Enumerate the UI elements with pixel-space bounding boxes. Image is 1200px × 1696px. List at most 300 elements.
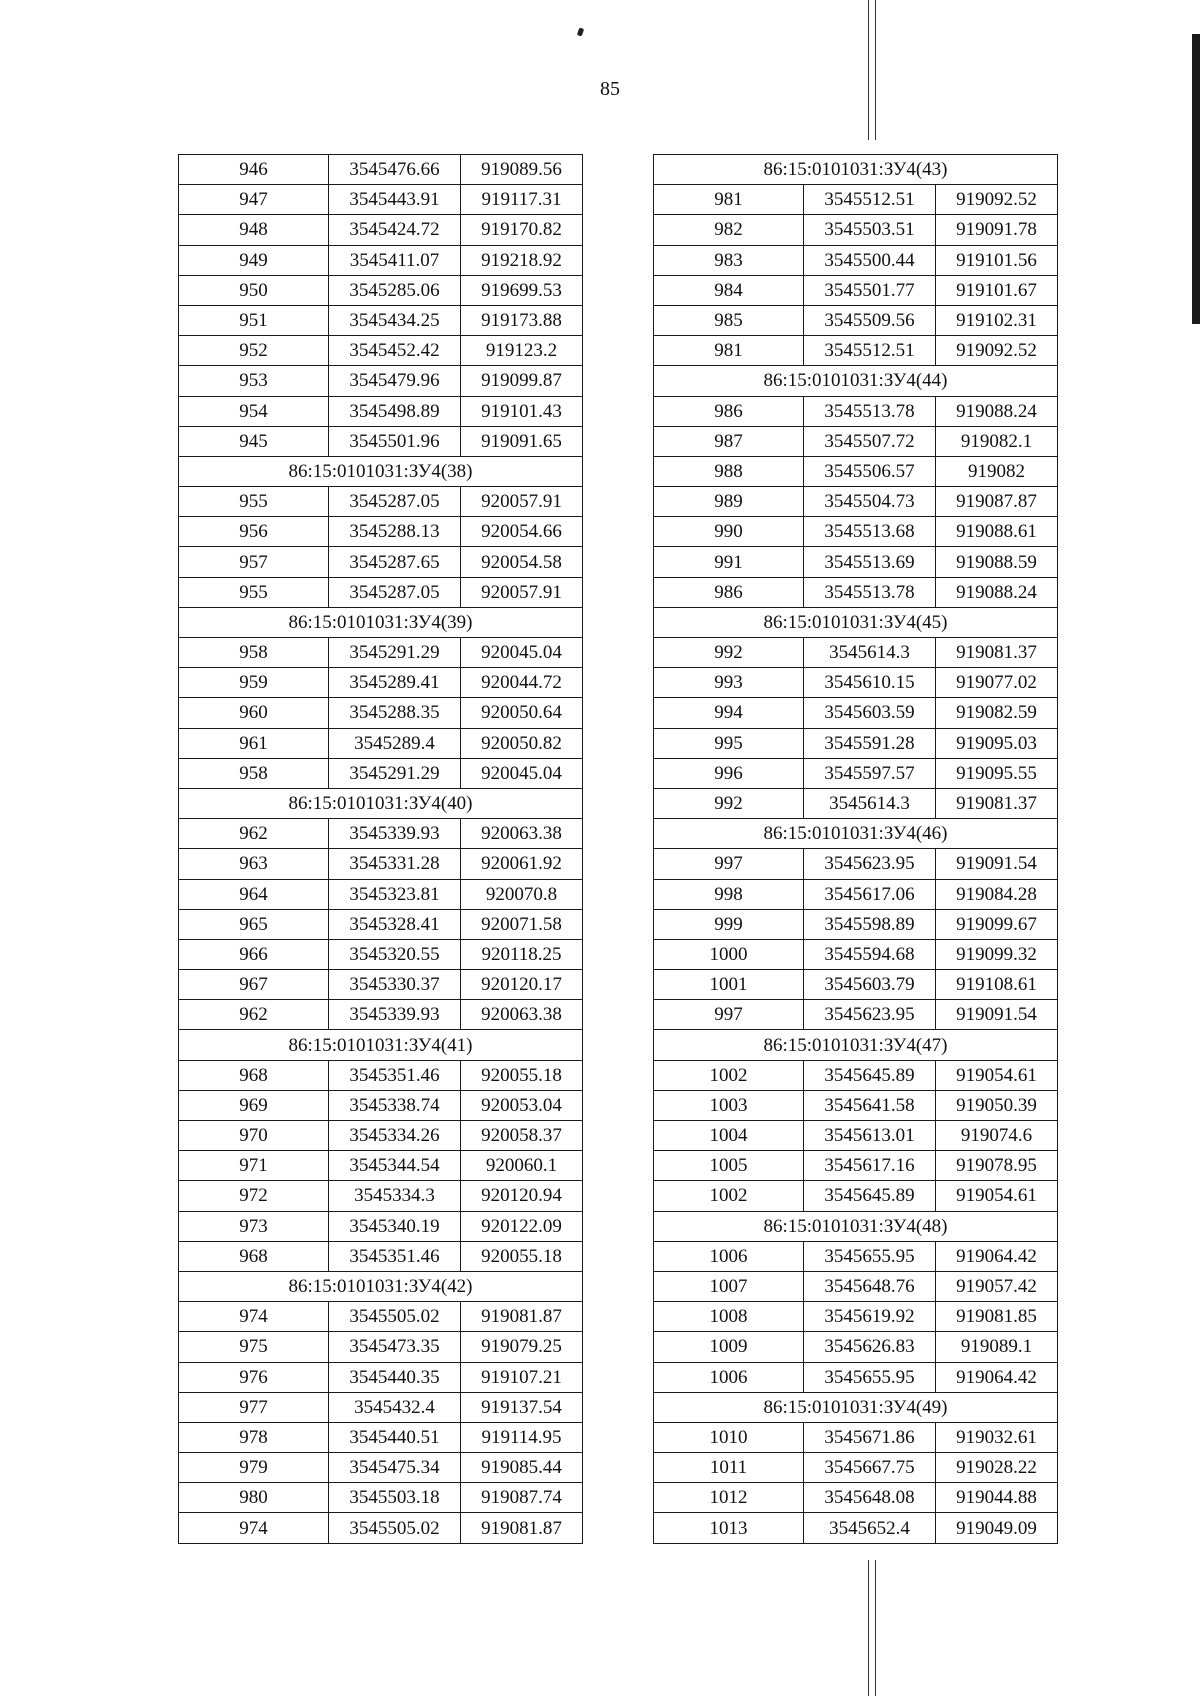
section-header-row	[654, 607, 1058, 637]
x-coordinate-cell: 3545500.44	[804, 245, 936, 275]
x-coordinate-cell: 3545443.91	[329, 185, 461, 215]
point-number-cell: 1011	[654, 1453, 804, 1483]
point-number-cell: 949	[179, 245, 329, 275]
binding-line	[868, 0, 869, 140]
y-coordinate-cell: 919091.65	[461, 426, 583, 456]
x-coordinate-cell: 3545501.77	[804, 275, 936, 305]
x-coordinate-cell: 3545287.05	[329, 487, 461, 517]
table-row	[654, 1241, 1058, 1271]
table-row	[179, 305, 583, 335]
x-coordinate-cell: 3545287.05	[329, 577, 461, 607]
y-coordinate-cell: 919081.37	[936, 638, 1058, 668]
point-number-cell: 995	[654, 728, 804, 758]
x-coordinate-cell: 3545501.96	[329, 426, 461, 456]
y-coordinate-cell: 919088.61	[936, 517, 1058, 547]
point-number-cell: 999	[654, 909, 804, 939]
table-row	[654, 426, 1058, 456]
x-coordinate-cell: 3545289.41	[329, 668, 461, 698]
x-coordinate-cell: 3545411.07	[329, 245, 461, 275]
point-number-cell: 959	[179, 668, 329, 698]
x-coordinate-cell: 3545513.78	[804, 396, 936, 426]
table-row	[654, 1151, 1058, 1181]
y-coordinate-cell: 919032.61	[936, 1422, 1058, 1452]
point-number-cell: 991	[654, 547, 804, 577]
point-number-cell: 969	[179, 1090, 329, 1120]
y-coordinate-cell: 919050.39	[936, 1090, 1058, 1120]
y-coordinate-cell: 919057.42	[936, 1271, 1058, 1301]
table-row	[654, 1271, 1058, 1301]
x-coordinate-cell: 3545289.4	[329, 728, 461, 758]
x-coordinate-cell: 3545498.89	[329, 396, 461, 426]
x-coordinate-cell: 3545338.74	[329, 1090, 461, 1120]
cadastral-number: 86:15:0101031:ЗУ4(41)	[179, 1030, 583, 1060]
point-number-cell: 951	[179, 305, 329, 335]
x-coordinate-cell: 3545614.3	[804, 788, 936, 818]
binding-line	[875, 0, 876, 140]
x-coordinate-cell: 3545339.93	[329, 819, 461, 849]
y-coordinate-cell: 919089.56	[461, 155, 583, 185]
y-coordinate-cell: 919077.02	[936, 668, 1058, 698]
point-number-cell: 975	[179, 1332, 329, 1362]
table-row	[654, 275, 1058, 305]
section-header-row	[179, 788, 583, 818]
binding-line	[875, 1560, 876, 1696]
point-number-cell: 952	[179, 336, 329, 366]
table-row	[654, 970, 1058, 1000]
y-coordinate-cell: 919085.44	[461, 1453, 583, 1483]
y-coordinate-cell: 920057.91	[461, 487, 583, 517]
y-coordinate-cell: 920063.38	[461, 1000, 583, 1030]
table-row	[179, 668, 583, 698]
point-number-cell: 1004	[654, 1121, 804, 1151]
y-coordinate-cell: 919170.82	[461, 215, 583, 245]
x-coordinate-cell: 3545503.51	[804, 215, 936, 245]
table-row	[654, 939, 1058, 969]
x-coordinate-cell: 3545476.66	[329, 155, 461, 185]
x-coordinate-cell: 3545328.41	[329, 909, 461, 939]
x-coordinate-cell: 3545652.4	[804, 1513, 936, 1543]
x-coordinate-cell: 3545667.75	[804, 1453, 936, 1483]
table-row	[179, 1332, 583, 1362]
table-row	[179, 185, 583, 215]
x-coordinate-cell: 3545452.42	[329, 336, 461, 366]
y-coordinate-cell: 920118.25	[461, 939, 583, 969]
table-row	[179, 1422, 583, 1452]
point-number-cell: 967	[179, 970, 329, 1000]
x-coordinate-cell: 3545285.06	[329, 275, 461, 305]
table-row	[179, 517, 583, 547]
x-coordinate-cell: 3545434.25	[329, 305, 461, 335]
table-row	[179, 879, 583, 909]
point-number-cell: 1007	[654, 1271, 804, 1301]
y-coordinate-cell: 920053.04	[461, 1090, 583, 1120]
section-header-row	[179, 607, 583, 637]
x-coordinate-cell: 3545288.13	[329, 517, 461, 547]
point-number-cell: 946	[179, 155, 329, 185]
x-coordinate-cell: 3545614.3	[804, 638, 936, 668]
point-number-cell: 957	[179, 547, 329, 577]
y-coordinate-cell: 919123.2	[461, 336, 583, 366]
section-header-row	[179, 456, 583, 486]
point-number-cell: 988	[654, 456, 804, 486]
x-coordinate-cell: 3545512.51	[804, 185, 936, 215]
y-coordinate-cell: 919054.61	[936, 1060, 1058, 1090]
table-row	[654, 638, 1058, 668]
point-number-cell: 990	[654, 517, 804, 547]
point-number-cell: 1005	[654, 1151, 804, 1181]
y-coordinate-cell: 919087.74	[461, 1483, 583, 1513]
y-coordinate-cell: 919074.6	[936, 1121, 1058, 1151]
section-header-row	[654, 1211, 1058, 1241]
point-number-cell: 1006	[654, 1362, 804, 1392]
point-number-cell: 961	[179, 728, 329, 758]
table-row	[654, 577, 1058, 607]
point-number-cell: 955	[179, 577, 329, 607]
coordinates-table-left	[178, 154, 583, 1544]
point-number-cell: 950	[179, 275, 329, 305]
x-coordinate-cell: 3545340.19	[329, 1211, 461, 1241]
point-number-cell: 964	[179, 879, 329, 909]
y-coordinate-cell: 920055.18	[461, 1241, 583, 1271]
y-coordinate-cell: 920045.04	[461, 638, 583, 668]
x-coordinate-cell: 3545513.69	[804, 547, 936, 577]
table-row	[179, 1513, 583, 1543]
table-row	[654, 1453, 1058, 1483]
point-number-cell: 974	[179, 1513, 329, 1543]
y-coordinate-cell: 919082.59	[936, 698, 1058, 728]
point-number-cell: 963	[179, 849, 329, 879]
table-row	[654, 1513, 1058, 1543]
x-coordinate-cell: 3545626.83	[804, 1332, 936, 1362]
table-row	[654, 396, 1058, 426]
y-coordinate-cell: 919078.95	[936, 1151, 1058, 1181]
table-row	[179, 396, 583, 426]
y-coordinate-cell: 919054.61	[936, 1181, 1058, 1211]
x-coordinate-cell: 3545479.96	[329, 366, 461, 396]
y-coordinate-cell: 920060.1	[461, 1151, 583, 1181]
x-coordinate-cell: 3545334.3	[329, 1181, 461, 1211]
table-row	[179, 819, 583, 849]
point-number-cell: 979	[179, 1453, 329, 1483]
x-coordinate-cell: 3545475.34	[329, 1453, 461, 1483]
table-row	[179, 939, 583, 969]
table-row	[654, 1000, 1058, 1030]
y-coordinate-cell: 919081.85	[936, 1302, 1058, 1332]
table-row	[179, 245, 583, 275]
section-header-row	[654, 1030, 1058, 1060]
table-row	[179, 970, 583, 1000]
x-coordinate-cell: 3545291.29	[329, 758, 461, 788]
table-row	[654, 849, 1058, 879]
y-coordinate-cell: 919699.53	[461, 275, 583, 305]
point-number-cell: 956	[179, 517, 329, 547]
table-row	[654, 547, 1058, 577]
table-row	[654, 698, 1058, 728]
y-coordinate-cell: 920055.18	[461, 1060, 583, 1090]
table-row	[179, 638, 583, 668]
x-coordinate-cell: 3545610.15	[804, 668, 936, 698]
y-coordinate-cell: 920120.17	[461, 970, 583, 1000]
table-row	[179, 336, 583, 366]
y-coordinate-cell: 919091.54	[936, 849, 1058, 879]
table-row	[179, 1483, 583, 1513]
x-coordinate-cell: 3545334.26	[329, 1121, 461, 1151]
page-number: 85	[600, 78, 620, 100]
table-row	[654, 1060, 1058, 1090]
point-number-cell: 993	[654, 668, 804, 698]
point-number-cell: 947	[179, 185, 329, 215]
table-row	[654, 1332, 1058, 1362]
x-coordinate-cell: 3545506.57	[804, 456, 936, 486]
x-coordinate-cell: 3545648.76	[804, 1271, 936, 1301]
y-coordinate-cell: 920050.64	[461, 698, 583, 728]
y-coordinate-cell: 919081.87	[461, 1513, 583, 1543]
point-number-cell: 998	[654, 879, 804, 909]
y-coordinate-cell: 919218.92	[461, 245, 583, 275]
y-coordinate-cell: 919082	[936, 456, 1058, 486]
x-coordinate-cell: 3545507.72	[804, 426, 936, 456]
table-row	[179, 728, 583, 758]
x-coordinate-cell: 3545509.56	[804, 305, 936, 335]
x-coordinate-cell: 3545440.51	[329, 1422, 461, 1452]
point-number-cell: 984	[654, 275, 804, 305]
table-row	[654, 215, 1058, 245]
table-row	[179, 698, 583, 728]
y-coordinate-cell: 919137.54	[461, 1392, 583, 1422]
table-row	[179, 1392, 583, 1422]
x-coordinate-cell: 3545503.18	[329, 1483, 461, 1513]
y-coordinate-cell: 920057.91	[461, 577, 583, 607]
y-coordinate-cell: 919092.52	[936, 336, 1058, 366]
table-row	[179, 1211, 583, 1241]
x-coordinate-cell: 3545513.68	[804, 517, 936, 547]
point-number-cell: 973	[179, 1211, 329, 1241]
table-row	[654, 1362, 1058, 1392]
y-coordinate-cell: 919084.28	[936, 879, 1058, 909]
section-header-row	[654, 819, 1058, 849]
y-coordinate-cell: 919099.87	[461, 366, 583, 396]
point-number-cell: 962	[179, 819, 329, 849]
table-row	[179, 1151, 583, 1181]
table-row	[179, 1090, 583, 1120]
point-number-cell: 976	[179, 1362, 329, 1392]
y-coordinate-cell: 919095.55	[936, 758, 1058, 788]
y-coordinate-cell: 919114.95	[461, 1422, 583, 1452]
point-number-cell: 972	[179, 1181, 329, 1211]
x-coordinate-cell: 3545603.59	[804, 698, 936, 728]
point-number-cell: 982	[654, 215, 804, 245]
scan-speck	[577, 27, 584, 36]
point-number-cell: 1010	[654, 1422, 804, 1452]
x-coordinate-cell: 3545339.93	[329, 1000, 461, 1030]
x-coordinate-cell: 3545288.35	[329, 698, 461, 728]
x-coordinate-cell: 3545648.08	[804, 1483, 936, 1513]
cadastral-number: 86:15:0101031:ЗУ4(40)	[179, 788, 583, 818]
point-number-cell: 996	[654, 758, 804, 788]
point-number-cell: 968	[179, 1241, 329, 1271]
x-coordinate-cell: 3545504.73	[804, 487, 936, 517]
point-number-cell: 974	[179, 1302, 329, 1332]
point-number-cell: 958	[179, 638, 329, 668]
x-coordinate-cell: 3545617.16	[804, 1151, 936, 1181]
y-coordinate-cell: 919088.24	[936, 577, 1058, 607]
x-coordinate-cell: 3545323.81	[329, 879, 461, 909]
x-coordinate-cell: 3545351.46	[329, 1060, 461, 1090]
y-coordinate-cell: 919049.09	[936, 1513, 1058, 1543]
table-row	[654, 456, 1058, 486]
point-number-cell: 971	[179, 1151, 329, 1181]
x-coordinate-cell: 3545645.89	[804, 1060, 936, 1090]
x-coordinate-cell: 3545623.95	[804, 1000, 936, 1030]
table-row	[654, 728, 1058, 758]
point-number-cell: 1012	[654, 1483, 804, 1513]
cadastral-number: 86:15:0101031:ЗУ4(48)	[654, 1211, 1058, 1241]
point-number-cell: 962	[179, 1000, 329, 1030]
table-row	[179, 849, 583, 879]
x-coordinate-cell: 3545671.86	[804, 1422, 936, 1452]
cadastral-number: 86:15:0101031:ЗУ4(46)	[654, 819, 1058, 849]
y-coordinate-cell: 919081.37	[936, 788, 1058, 818]
y-coordinate-cell: 920070.8	[461, 879, 583, 909]
table-row	[654, 1483, 1058, 1513]
x-coordinate-cell: 3545505.02	[329, 1513, 461, 1543]
table-row	[179, 1000, 583, 1030]
y-coordinate-cell: 920061.92	[461, 849, 583, 879]
table-row	[179, 275, 583, 305]
point-number-cell: 948	[179, 215, 329, 245]
point-number-cell: 980	[179, 1483, 329, 1513]
x-coordinate-cell: 3545655.95	[804, 1241, 936, 1271]
point-number-cell: 1009	[654, 1332, 804, 1362]
point-number-cell: 945	[179, 426, 329, 456]
y-coordinate-cell: 919081.87	[461, 1302, 583, 1332]
y-coordinate-cell: 919107.21	[461, 1362, 583, 1392]
point-number-cell: 985	[654, 305, 804, 335]
y-coordinate-cell: 919091.54	[936, 1000, 1058, 1030]
point-number-cell: 970	[179, 1121, 329, 1151]
table-row	[654, 1422, 1058, 1452]
point-number-cell: 981	[654, 185, 804, 215]
table-row	[654, 1090, 1058, 1120]
point-number-cell: 1002	[654, 1060, 804, 1090]
x-coordinate-cell: 3545594.68	[804, 939, 936, 969]
y-coordinate-cell: 919101.56	[936, 245, 1058, 275]
y-coordinate-cell: 919088.59	[936, 547, 1058, 577]
point-number-cell: 997	[654, 849, 804, 879]
x-coordinate-cell: 3545512.51	[804, 336, 936, 366]
table-row	[654, 245, 1058, 275]
x-coordinate-cell: 3545351.46	[329, 1241, 461, 1271]
y-coordinate-cell: 919117.31	[461, 185, 583, 215]
y-coordinate-cell: 920044.72	[461, 668, 583, 698]
coordinates-table-right	[653, 154, 1058, 1544]
x-coordinate-cell: 3545344.54	[329, 1151, 461, 1181]
y-coordinate-cell: 919092.52	[936, 185, 1058, 215]
table-row	[654, 1302, 1058, 1332]
point-number-cell: 987	[654, 426, 804, 456]
point-number-cell: 986	[654, 396, 804, 426]
point-number-cell: 960	[179, 698, 329, 728]
x-coordinate-cell: 3545424.72	[329, 215, 461, 245]
section-header-row	[654, 1392, 1058, 1422]
y-coordinate-cell: 919173.88	[461, 305, 583, 335]
table-row	[654, 336, 1058, 366]
table-row	[179, 1060, 583, 1090]
x-coordinate-cell: 3545641.58	[804, 1090, 936, 1120]
table-row	[654, 1181, 1058, 1211]
x-coordinate-cell: 3545619.92	[804, 1302, 936, 1332]
y-coordinate-cell: 919064.42	[936, 1362, 1058, 1392]
x-coordinate-cell: 3545432.4	[329, 1392, 461, 1422]
point-number-cell: 966	[179, 939, 329, 969]
x-coordinate-cell: 3545613.01	[804, 1121, 936, 1151]
point-number-cell: 1000	[654, 939, 804, 969]
x-coordinate-cell: 3545440.35	[329, 1362, 461, 1392]
section-header-row	[654, 366, 1058, 396]
table-row	[654, 668, 1058, 698]
table-row	[654, 305, 1058, 335]
point-number-cell: 994	[654, 698, 804, 728]
x-coordinate-cell: 3545655.95	[804, 1362, 936, 1392]
point-number-cell: 978	[179, 1422, 329, 1452]
x-coordinate-cell: 3545623.95	[804, 849, 936, 879]
x-coordinate-cell: 3545287.65	[329, 547, 461, 577]
y-coordinate-cell: 920054.66	[461, 517, 583, 547]
table-row	[654, 758, 1058, 788]
point-number-cell: 1003	[654, 1090, 804, 1120]
x-coordinate-cell: 3545473.35	[329, 1332, 461, 1362]
y-coordinate-cell: 919099.67	[936, 909, 1058, 939]
x-coordinate-cell: 3545291.29	[329, 638, 461, 668]
scan-edge	[1192, 34, 1200, 324]
x-coordinate-cell: 3545320.55	[329, 939, 461, 969]
x-coordinate-cell: 3545513.78	[804, 577, 936, 607]
point-number-cell: 954	[179, 396, 329, 426]
y-coordinate-cell: 919087.87	[936, 487, 1058, 517]
table-row	[654, 487, 1058, 517]
table-row	[179, 577, 583, 607]
point-number-cell: 977	[179, 1392, 329, 1422]
binding-line	[868, 1560, 869, 1696]
y-coordinate-cell: 920063.38	[461, 819, 583, 849]
cadastral-number: 86:15:0101031:ЗУ4(49)	[654, 1392, 1058, 1422]
y-coordinate-cell: 919099.32	[936, 939, 1058, 969]
cadastral-number: 86:15:0101031:ЗУ4(39)	[179, 607, 583, 637]
table-row	[179, 1302, 583, 1332]
table-row	[654, 909, 1058, 939]
table-row	[179, 366, 583, 396]
table-row	[654, 1121, 1058, 1151]
y-coordinate-cell: 919108.61	[936, 970, 1058, 1000]
point-number-cell: 981	[654, 336, 804, 366]
y-coordinate-cell: 919044.88	[936, 1483, 1058, 1513]
point-number-cell: 1013	[654, 1513, 804, 1543]
y-coordinate-cell: 920045.04	[461, 758, 583, 788]
y-coordinate-cell: 920054.58	[461, 547, 583, 577]
point-number-cell: 1001	[654, 970, 804, 1000]
x-coordinate-cell: 3545645.89	[804, 1181, 936, 1211]
point-number-cell: 983	[654, 245, 804, 275]
table-row	[179, 1241, 583, 1271]
y-coordinate-cell: 919095.03	[936, 728, 1058, 758]
y-coordinate-cell: 920120.94	[461, 1181, 583, 1211]
table-row	[179, 426, 583, 456]
point-number-cell: 953	[179, 366, 329, 396]
table-row	[179, 758, 583, 788]
point-number-cell: 992	[654, 788, 804, 818]
section-header-row	[179, 1030, 583, 1060]
y-coordinate-cell: 920050.82	[461, 728, 583, 758]
